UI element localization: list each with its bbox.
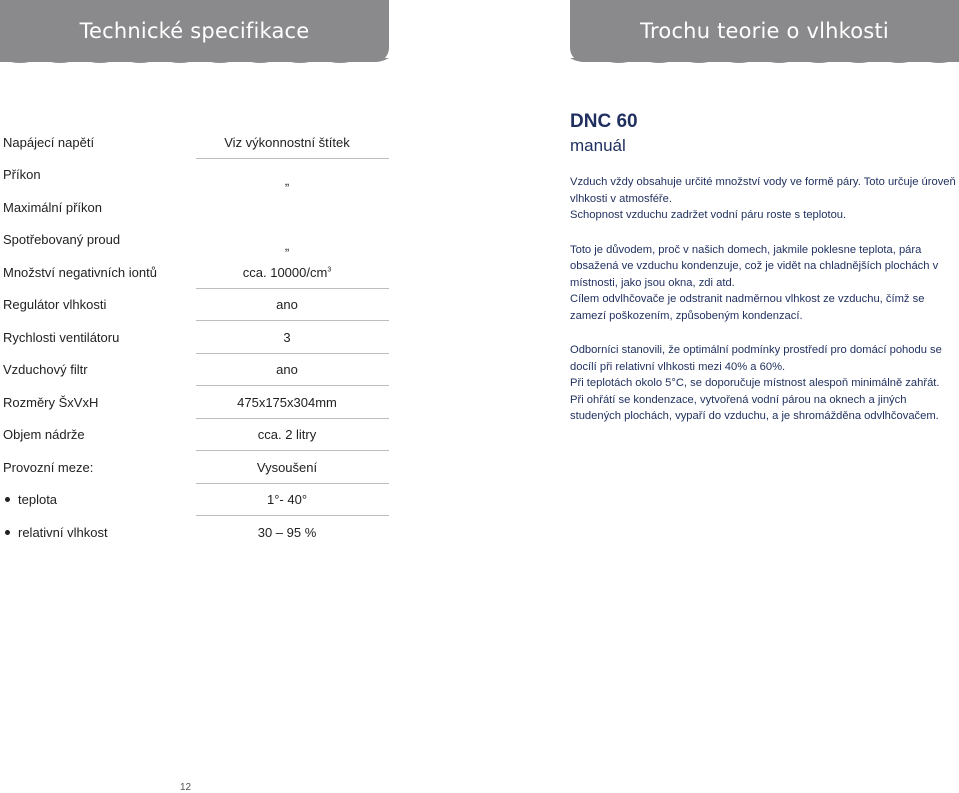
spec-label: Vzduchový filtr xyxy=(3,362,88,378)
spec-label: Objem nádrže xyxy=(3,427,85,443)
spec-value: Viz výkonnostní štítek xyxy=(224,134,350,150)
spec-value-superscript: 3 xyxy=(327,266,332,274)
header-banner-right xyxy=(570,0,959,62)
spec-row-supply-voltage xyxy=(3,126,389,159)
paragraph-line: Při teplotách okolo 5°C, se doporučuje místnost alespoň minimálně zahřát. xyxy=(570,377,940,389)
spec-label-bulleted xyxy=(3,525,196,540)
spec-label: Regulátor vlhkosti xyxy=(3,297,107,313)
spec-row-negative-ions xyxy=(3,256,389,289)
spec-label-bulleted xyxy=(3,492,196,507)
bullet-icon xyxy=(5,530,10,535)
spec-row-power-input xyxy=(3,159,389,192)
paragraph-line: Odborníci stanovili, že optimální podmínky prostředí pro domácí pohodu se docílí při relativní vlhkosti mezi 40% a 60%. xyxy=(570,344,942,373)
spec-label: Rychlosti ventilátoru xyxy=(3,329,120,345)
spec-value: ano xyxy=(276,362,298,378)
spec-row-humidity-regulator xyxy=(3,289,389,322)
spec-label: Napájecí napětí xyxy=(3,134,95,150)
manual-section xyxy=(570,111,958,425)
spec-value: Vysoušení xyxy=(256,459,318,475)
spec-value: 3 xyxy=(283,329,291,345)
spec-label: relativní vlhkost xyxy=(18,524,108,540)
spec-row-temperature xyxy=(3,484,389,517)
spec-table xyxy=(3,126,389,549)
spec-row-tank-volume xyxy=(3,419,389,452)
paragraph-line: Cílem odvlhčovače je odstranit nadměrnou vlhkost ze vzduchu, čímž se zamezí poškozením, způsobeným kondenzací. xyxy=(570,293,925,322)
banner-scallop-decoration xyxy=(570,58,959,68)
paragraph-line: Vzduch vždy obsahuje určité množství vody ve formě páry. Toto určuje úroveň vlhkosti v atmosféře. xyxy=(570,176,956,205)
spec-label: teplota xyxy=(18,492,58,508)
spec-row-dimensions xyxy=(3,386,389,419)
spec-value: „ xyxy=(284,173,290,189)
spec-value: 30 – 95 % xyxy=(257,524,317,540)
spec-row-fan-speeds xyxy=(3,321,389,354)
bullet-icon xyxy=(5,497,10,502)
section-title-humidity: Trochu teorie o vlhkosti xyxy=(640,19,889,43)
spec-row-relative-humidity xyxy=(3,516,389,549)
spec-value: 475x175x304mm xyxy=(237,394,337,410)
model-title: DNC 60 xyxy=(570,111,638,132)
section-title-specs: Technické specifikace xyxy=(79,19,310,43)
spec-value: 1°- 40° xyxy=(266,492,308,508)
paragraph-block xyxy=(570,242,958,325)
paragraph-line: Při ohřátí se kondenzace, vytvořená vodní párou na oknech a jiných studených plochách, vypaří do vzduchu, a je shromážděna odvlhčovačem. xyxy=(570,393,939,422)
spec-row-max-power xyxy=(3,191,389,224)
spec-row-operating-limits xyxy=(3,451,389,484)
paragraph-block xyxy=(570,342,958,425)
paragraph-line: Schopnost vzduchu zadržet vodní páru roste s teplotou. xyxy=(570,209,847,221)
spec-label: Množství negativních iontů xyxy=(3,264,157,280)
manual-subtitle: manuál xyxy=(570,136,626,155)
spec-value: cca. 2 litry xyxy=(257,427,317,443)
banner-scallop-decoration xyxy=(0,58,389,68)
spec-label: Maximální příkon xyxy=(3,199,102,215)
spec-value xyxy=(196,265,366,280)
spec-value: „ xyxy=(284,238,290,254)
spec-value-text: cca. 10000/cm xyxy=(242,264,328,280)
paragraph-line: Toto je důvodem, proč v našich domech, jakmile poklesne teplota, pára obsažená ve vzduchu kondenzuje, což je vidět na chladnějších plochách v místnosti, jako jsou okna, zdi atd. xyxy=(570,243,939,289)
spec-label: Rozměry ŠxVxH xyxy=(3,394,99,410)
spec-label: Provozní meze: xyxy=(3,459,94,475)
spec-label: Příkon xyxy=(3,167,41,183)
paragraph-block xyxy=(570,174,958,224)
spec-row-air-filter xyxy=(3,354,389,387)
spec-label: Spotřebovaný proud xyxy=(3,232,121,248)
page-number: 12 xyxy=(180,782,192,793)
spec-row-current xyxy=(3,224,389,257)
header-banner-left xyxy=(0,0,389,62)
spec-value: ano xyxy=(276,297,298,313)
